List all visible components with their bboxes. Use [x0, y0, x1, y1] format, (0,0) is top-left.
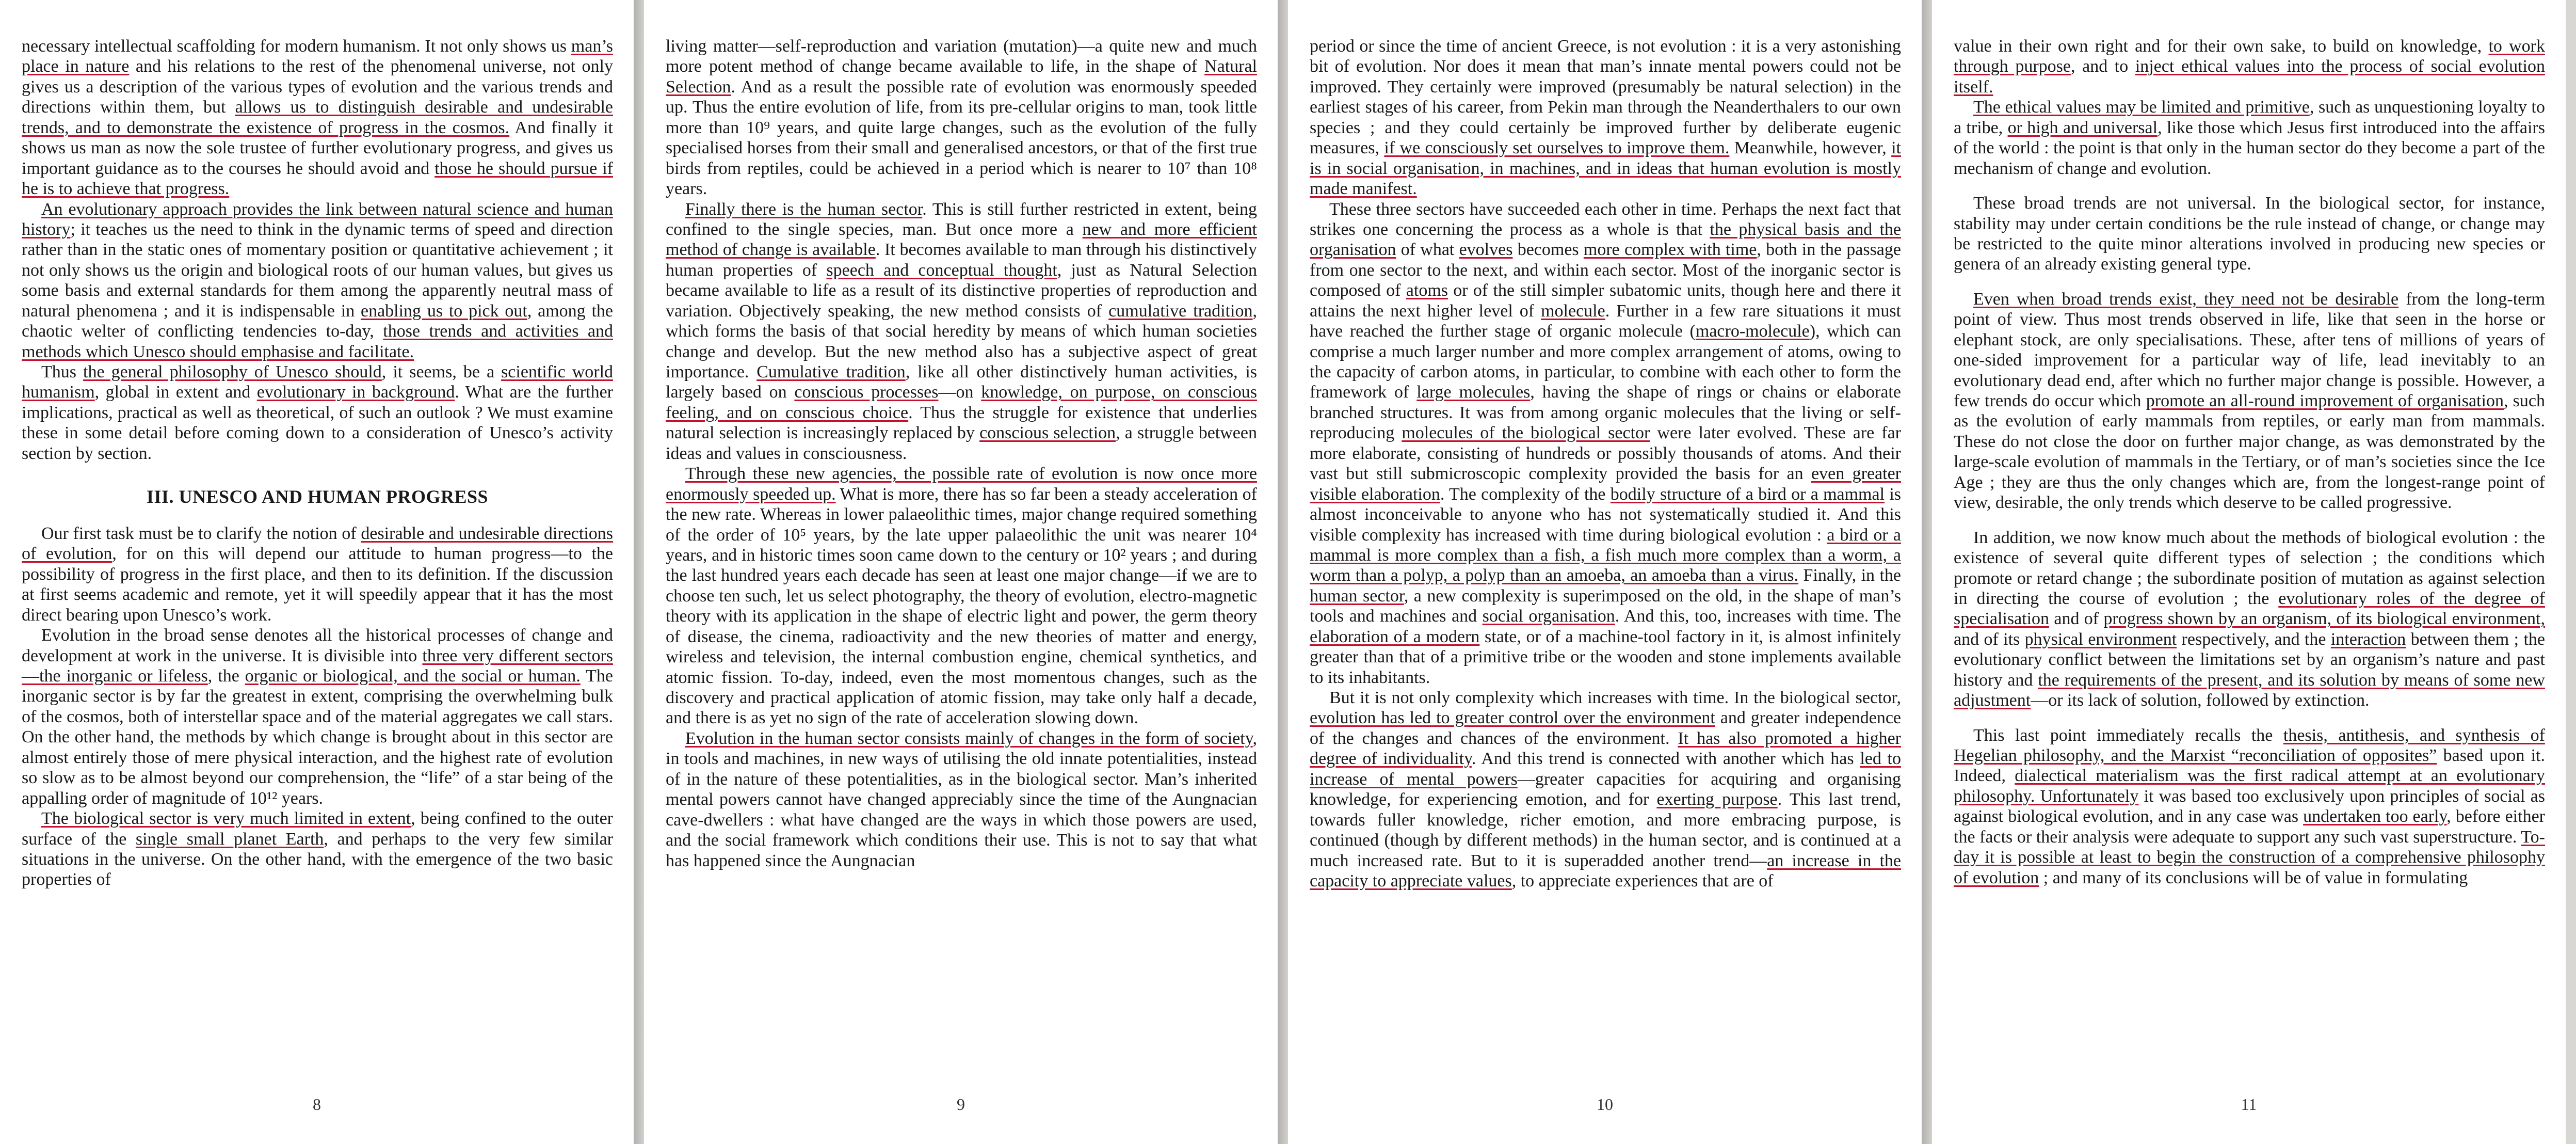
text-run: . Thus the struggle for existence that underlies natural selection is increasingly replaced by	[666, 403, 1258, 443]
underlined-phrase: those trends and activities and methods which Unesco should emphasise and facilitate.	[22, 322, 613, 361]
text-run: , in tools and machines, in new ways of utilising the old innate potentialities, instead of in the nature of these potentialities, as in the biological sector. Man’s inherited mental powers cannot have changed appreciably since the time of the Aungnacian cave-dwellers : what have changed are the ways in which those powers are used, and the social framework which conditions their use. This is not to say that what has happened since the Aungnacian	[666, 728, 1257, 870]
paragraph	[1954, 193, 2545, 275]
paragraph	[1954, 725, 2545, 888]
text-run: Evolution in the broad sense denotes all the historical processes of change and development at work in the universe. It is divisible into	[22, 626, 613, 665]
text-run: These three sectors have succeeded each other in time. Perhaps the next fact that strikes one concerning the process as a whole is that	[1310, 199, 1901, 239]
underlined-phrase: progress shown by an organism, of its biological environment,	[2103, 609, 2545, 629]
underlined-phrase: Even when broad trends exist, they need not be desirable	[1973, 289, 2399, 309]
underlined-phrase: scientific world humanism	[22, 362, 614, 402]
text-run: , just as Natural Selection became available to life as a result of its distinctive properties of reproduction and variation. Objectively speaking, the new method consists of	[666, 260, 1258, 321]
underlined-phrase: the requirements of the present, and its solution by means of some new adjustment	[1954, 670, 2545, 710]
underlined-phrase: to work through purpose	[1954, 37, 2545, 76]
underlined-phrase: macro-molecule	[1695, 322, 1810, 341]
underlined-phrase: an increase in the capacity to appreciate values	[1310, 851, 1901, 891]
text-run: But it is not only complexity which increases with time. In the biological sector,	[1329, 688, 1901, 707]
page-11	[1932, 0, 2566, 1144]
text-run: , for on this will depend our attitude to human progress—to the possibility of progress in the first place, and then to its definition. If the discussion at first seems academic and remote, yet it will speedily appear that it has the most direct bearing upon Unesco’s work.	[22, 544, 613, 625]
text-run: and of its	[1954, 629, 2025, 649]
underlined-phrase: evolves	[1459, 240, 1513, 260]
underlined-phrase: man’s place in nature	[22, 37, 613, 76]
text-run: . And this trend is connected with another which has	[1471, 749, 1860, 769]
underlined-phrase: The biological sector is very much limited in extent	[41, 809, 411, 829]
text-run: , it seems, be a	[381, 362, 502, 382]
paragraph	[22, 362, 613, 464]
text-run: were later evolved. These are far more elaborate, consisting of hundreds or possibly thousands of atoms. And their vast but still submicroscopic complexity provided the basis for an	[1310, 423, 1902, 484]
text-run: it was based too exclusively upon principles of social as against biological evolution, and in any case was	[1954, 786, 2545, 827]
underlined-phrase: bodily structure of a bird or a mammal	[1610, 484, 1885, 504]
paragraph	[1310, 199, 1901, 688]
text-run: . Further in a few rare situations it must have reached the further stage of organic molecule (	[1310, 301, 1901, 341]
text-run: . And this, too, increases with time. The	[1615, 607, 1902, 626]
paragraph	[1310, 688, 1901, 891]
text-run: —on	[938, 383, 981, 402]
underlined-phrase: undertaken too early	[2303, 807, 2447, 827]
paragraph	[1954, 289, 2545, 513]
paragraph	[666, 464, 1257, 728]
underlined-phrase: those he should pursue if he is to achieve that progress.	[22, 158, 613, 199]
paragraph	[1310, 36, 1901, 199]
underlined-phrase: promote an all-round improvement of organisation	[2146, 391, 2504, 410]
text-run: What is more, there has so far been a steady acceleration of the new rate. Whereas in lower palaeolithic times, major change required something of the order of 10⁵ years, by the late upper palaeolithic the unit was nearer 10⁴ years, and in historic times soon came down to the century or 10² years ; and during the last hundred years each decade has seen at least one major change—if we are to choose ten such, let us select photography, the theory of evolution, electro-magnetic theory with its application in the shape of electric light and power, the germ theory of disease, the cinema, radioactivity and the new theories of matter and energy, wireless and television, the internal combustion engine, chemical synthetics, and atomic fission. To-day, indeed, even the most momentous changes, such as the discovery and practical application of atomic fission, may take only half a decade, and there is as yet no sign of the rate of acceleration slowing down.	[666, 484, 1258, 728]
text-run: , a new complexity is superimposed on the old, in the shape of man’s tools and machines and	[1310, 586, 1902, 626]
underlined-phrase: interaction	[2330, 629, 2406, 649]
underlined-phrase: conscious selection	[979, 423, 1116, 443]
page-number: 10	[1597, 1095, 1613, 1114]
underlined-phrase: conscious processes	[794, 383, 939, 402]
text-run: becomes	[1512, 240, 1584, 260]
underlined-phrase: An evolutionary approach provides the link between natural science and human history	[22, 199, 613, 239]
text-run: , having the shape of rings or chains or elaborate branched structures. It was from among organic molecules that the living or self-reproducing	[1310, 383, 1901, 443]
text-run: The inorganic sector is by far the greatest in extent, comprising the overwhelming bulk of the cosmos, both of interstellar space and of the material aggregates we call stars. On the other hand, the methods by which change is brought about in this sector are almost entirely those of mere physical interaction, and the highest rate of evolution so slow as to be almost beyond our comprehension, the “life” of a star being of the appalling order of magnitude of 10¹² years.	[22, 666, 613, 808]
underlined-phrase: evolutionary in background	[256, 383, 455, 402]
text-run: period or since the time of ancient Greece, is not evolution : it is a very astonishing bit of evolution. Nor does it mean that man’s innate mental powers could not be improved. They certainly were improved (presumably be natural selection) in the earliest stages of his career, from Pekin man through the Neanderthalers to our own species ; and they could certainly be improved further by deliberate eugenic measures,	[1310, 37, 1901, 158]
page-body	[666, 36, 1257, 871]
paragraph	[666, 199, 1257, 464]
underlined-phrase: new and more efficient method of change is available	[666, 219, 1257, 260]
text-run: In addition, we now know much about the methods of biological evolution : the existence of several quite different types of selection ; the conditions which promote or retard change ; the subordinate position of mutation as against selection in directing the course of evolution ; the	[1954, 528, 2545, 608]
underlined-phrase: the general philosophy of Unesco should	[83, 362, 382, 382]
text-run: ; it teaches us the need to think in the dynamic terms of speed and direction rather than in the static ones of momentary position or quantitative achievement ; it not only shows us the origin and biological roots of our human values, but gives us some basis and external standards for them among the apparently neutral mass of natural phenomena ; and it is indispensable in	[22, 219, 613, 321]
text-run: , the	[207, 666, 245, 686]
underlined-phrase: inject ethical values into the process of social evolution itself.	[1954, 57, 2545, 97]
underlined-phrase: it is in social organisation, in machines, and in ideas that human evolution is mostly made manifest.	[1310, 138, 1901, 199]
page-number: 8	[313, 1095, 321, 1114]
underlined-phrase: thesis, antithesis, and synthesis of Hegelian philosophy, and the Marxist “reconciliation of opposites”	[1954, 725, 2545, 765]
underlined-phrase: social organisation	[1482, 607, 1615, 626]
text-run: , such as unquestioning loyalty to a tribe,	[1954, 98, 2545, 137]
underlined-phrase: exerting purpose	[1656, 790, 1778, 809]
page-8	[0, 0, 634, 1144]
text-run: is almost inconceivable to anyone who has not systematically studied it. And this visible complexity has increased with time during biological evolution :	[1310, 484, 1901, 545]
text-run: respectively, and the	[2177, 629, 2331, 649]
underlined-phrase: elaboration of a modern	[1310, 627, 1480, 646]
text-run: . This is still further restricted in extent, being confined to the single species, man. But once more a	[666, 199, 1257, 239]
page-9	[644, 0, 1278, 1144]
underlined-phrase: knowledge, on purpose, on conscious feeling, and on conscious choice	[666, 383, 1258, 422]
text-run: . And as a result the possible rate of evolution was enormously speeded up. Thus the entire evolution of life, from its pre-cellular origins to man, took little more than 10⁹ years, and quite large changes, such as the evolution of the fully specialised horses from their small and generalised ancestors, or that of the first true birds from reptiles, could be achieved in a period which is nearer to 10⁷ than 10⁸ years.	[666, 77, 1257, 199]
underlined-phrase: enabling us to pick out	[360, 301, 527, 321]
text-run: , and perhaps to the very few similar situations in the universe. On the other hand, with the emergence of the two basic properties of	[22, 829, 614, 889]
underlined-phrase: To-day it is possible at least to begin the construction of a comprehensive philosophy of evolution	[1954, 827, 2545, 887]
underlined-phrase: even greater visible elaboration	[1310, 464, 1902, 504]
underlined-phrase: atoms	[1406, 281, 1448, 300]
text-run: and greater independence of the changes and chances of the environment.	[1310, 708, 1901, 748]
underlined-phrase: physical environment	[2024, 629, 2177, 649]
underlined-phrase: molecules of the biological sector	[1402, 423, 1650, 443]
paragraph	[22, 523, 613, 625]
text-run: living matter—self-reproduction and variation (mutation)—a quite new and much more potent method of change became available to life, in the shape of	[666, 37, 1257, 76]
text-run: . What are the further implications, practical as well as theoretical, of such an outlook ? We must examine these in some detail before coming down to a consideration of Unesco’s activity section by section.	[22, 383, 613, 463]
text-run: state, or of a machine-tool factory in it, is almost infinitely greater than that of a primitive tribe or the wooden and stone implements available to its inhabitants.	[1310, 627, 1902, 687]
text-run: from the long-term point of view. Thus most trends observed in life, like that seen in the horse or elephant stock, are only specialisations. These, after tens of millions of years of one-sided improvement for a particular way of life, lead inevitably to an evolutionary dead end, after which no further major change is possible. However, a few trends do occur which	[1954, 289, 2546, 410]
text-run: This last point immediately recalls the	[1973, 725, 2283, 745]
text-run: , a struggle between ideas and values in consciousness.	[666, 423, 1257, 463]
text-run: , like all other distinctively human activities, is largely based on	[666, 362, 1258, 402]
text-run: , before either the facts or their analysis were adequate to support any such vast superstructure.	[1954, 807, 2545, 847]
underlined-phrase: if we consciously set ourselves to improve them.	[1384, 138, 1730, 158]
underlined-phrase: speech and conceptual thought	[826, 260, 1057, 280]
text-run: , and to	[2071, 57, 2135, 76]
page-10	[1288, 0, 1922, 1144]
text-run: , global in extent and	[94, 383, 257, 402]
paragraph	[1954, 36, 2545, 97]
text-run: Finally, in the	[1798, 566, 1902, 585]
text-run: and his relations to the rest of the phenomenal universe, not only gives us a description of the various types of evolution and the various trends and directions within them, but	[22, 57, 613, 117]
text-run: —or its lack of solution, followed by extinction.	[2031, 691, 2370, 710]
underlined-phrase: dialectical materialism was the first radical attempt at an evolutionary philosophy. Unfortunately	[1954, 766, 2545, 806]
underlined-phrase: large molecules	[1416, 383, 1531, 402]
page-number: 11	[2241, 1095, 2257, 1114]
section-heading: III. UNESCO AND HUMAN PROGRESS	[146, 486, 489, 507]
page-number: 9	[957, 1095, 965, 1114]
underlined-phrase: human sector	[1310, 586, 1404, 606]
text-run: Thus	[41, 362, 84, 382]
underlined-phrase: molecule	[1541, 301, 1605, 321]
text-run: or of the still simpler subatomic units, though here and there it attains the next higher level of	[1310, 281, 1901, 321]
text-run: based upon it. Indeed,	[1954, 746, 2545, 786]
text-run: , among the chaotic welter of conflicting tendencies to-day,	[22, 301, 613, 341]
paragraph	[666, 728, 1257, 871]
text-run: . It becomes available to man through his distinctively human properties of	[666, 240, 1257, 280]
text-run: necessary intellectual scaffolding for modern humanism. It not only shows us	[22, 37, 571, 56]
underlined-phrase: The ethical values may be limited and primitive	[1973, 98, 2310, 117]
underlined-phrase: Finally there is the human sector	[685, 199, 923, 219]
text-run: and of	[2049, 609, 2104, 629]
text-run: These broad trends are not universal. In the biological sector, for instance, stability may under certain conditions be the rule instead of change, or change may be restricted to the quite minor alterations involved in producing new species or genera of an already existing general type.	[1954, 194, 2545, 274]
underlined-phrase: allows us to distinguish desirable and undesirable trends, and to demonstrate the existence of progress in the cosmos.	[22, 98, 613, 137]
paragraph	[1954, 528, 2545, 711]
text-run: between them ; the evolutionary conflict between the limitations set by an organism’s nature and past history and	[1954, 629, 2545, 690]
paragraph	[666, 36, 1257, 199]
underlined-phrase: It has also promoted a higher degree of individuality	[1310, 728, 1901, 769]
underlined-phrase: Evolution in the human sector consists mainly of changes in the form of society	[685, 728, 1253, 748]
text-run: And finally it shows us man as now the sole trustee of further evolutionary progress, and gives us important guidance as to the courses he should avoid and	[22, 118, 613, 178]
text-run: —greater capacities for acquiring and organising knowledge, for experiencing emotion, and for	[1310, 769, 1901, 809]
text-run: . The complexity of the	[1440, 484, 1611, 504]
underlined-phrase: the physical basis and the organisation	[1310, 219, 1901, 260]
paragraph	[22, 36, 613, 199]
text-run: Our first task must be to clarify the notion of	[41, 523, 361, 543]
underlined-phrase: Cumulative tradition	[756, 362, 906, 382]
text-run: of what	[1396, 240, 1459, 260]
underlined-phrase: led to increase of mental powers	[1310, 749, 1901, 789]
paragraph	[22, 199, 613, 362]
underlined-phrase: three very different sectors—the inorganic or lifeless	[22, 646, 614, 686]
page-body	[22, 36, 613, 890]
page-body	[1310, 36, 1901, 891]
paragraph	[22, 808, 613, 890]
text-run: Meanwhile, however,	[1729, 138, 1892, 158]
text-run: , to appreciate experiences that are of	[1511, 871, 1774, 891]
underlined-phrase: cumulative tradition	[1108, 301, 1253, 321]
underlined-phrase: single small planet Earth	[135, 829, 324, 849]
paragraph	[1954, 97, 2545, 179]
underlined-phrase: evolutionary roles of the degree of specialisation	[1954, 589, 2546, 629]
text-run: . This last trend, towards fuller knowledge, richer emotion, and more embracing purpose, is continued (though by different methods) in the human sector, and is continued at a much increased rate. But to it is superadded another trend—	[1310, 790, 1902, 870]
paragraph	[22, 625, 613, 808]
text-run: ; and many of its conclusions will be of value in formulating	[2039, 868, 2468, 887]
page-body	[1954, 36, 2545, 888]
text-run: , both in the passage from one sector to the next, and within each sector. Most of the inorganic sector is composed of	[1310, 240, 1901, 300]
text-run: , being confined to the outer surface of the	[22, 809, 613, 849]
text-run: value in their own right and for their own sake, to build on knowledge,	[1954, 37, 2489, 56]
text-run: , which forms the basis of that social heredity by means of which human societies change and develop. But the new method also has a subjective aspect of great importance.	[666, 301, 1257, 382]
underlined-phrase: a bird or a mammal is more complex than a fish, a fish much more complex than a worm, a worm than a polyp, a polyp than an amoeba, an amoeba than a virus.	[1310, 525, 1901, 585]
text-run: , like those which Jesus first introduced into the affairs of the world : the point is that only in the human sector do they become a part of the mechanism of change and evolution.	[1954, 118, 2545, 178]
text-run: , such as the evolution of early mammals from reptiles, or early man from mammals. These do not close the door on further major change, as was demonstrated by the large-scale evolution of mammals in the Tertiary, or of man’s societies since the Ice Age ; they are thus the only changes which are, from the longest-range point of view, desirable, the only trends which deserve to be called progressive.	[1954, 391, 2545, 513]
underlined-phrase: organic or biological, and the social or human.	[245, 666, 581, 686]
underlined-phrase: or high and universal	[2007, 118, 2158, 137]
underlined-phrase: Natural Selection	[666, 57, 1257, 97]
underlined-phrase: evolution has led to greater control over the environment	[1310, 708, 1715, 728]
underlined-phrase: Through these new agencies, the possible rate of evolution is now once more enormously speeded up.	[666, 464, 1257, 504]
underlined-phrase: desirable and undesirable directions of evolution	[22, 523, 614, 564]
underlined-phrase: more complex with time	[1583, 240, 1757, 260]
text-run: ), which can comprise a much larger number and more complex arrangement of atoms, owing to the capacity of carbon atoms, in particular, to combine with each other to form the framework of	[1310, 322, 1901, 402]
